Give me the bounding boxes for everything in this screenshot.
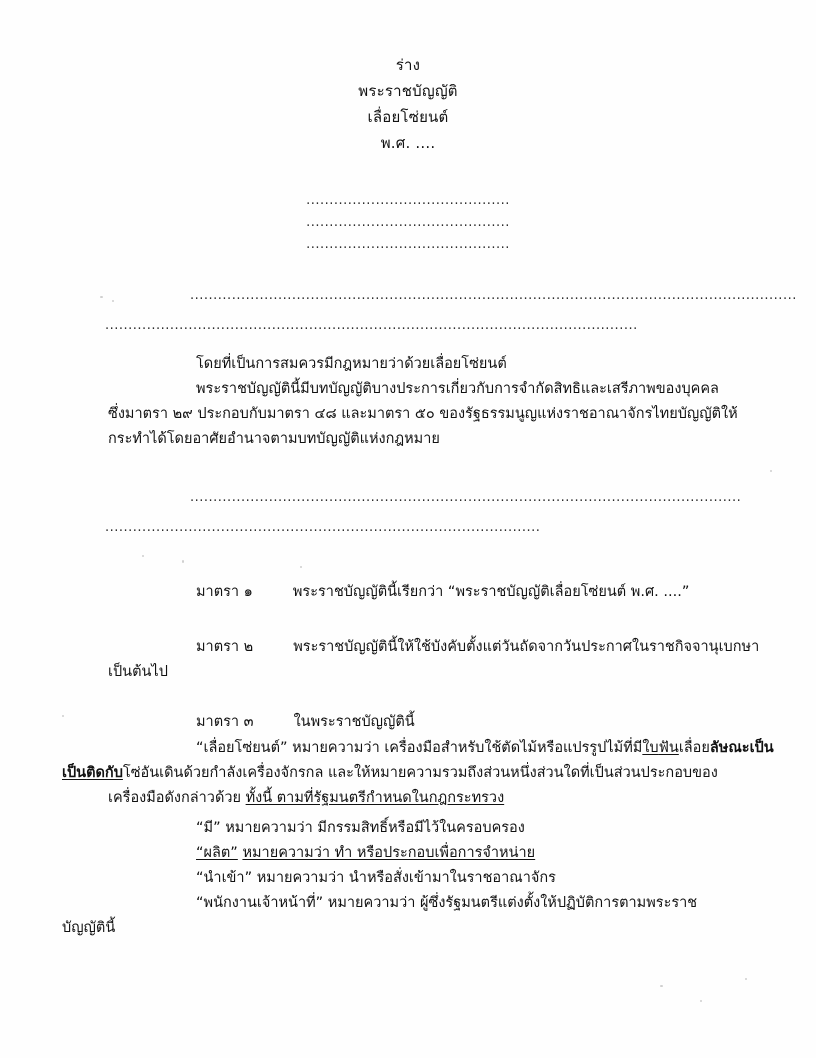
- edit-underline-fan: ฟัน: [658, 740, 679, 756]
- definition-chainsaw-verb: หมายความว่า: [292, 740, 380, 756]
- edit-bold-underline-pen: เป็น: [62, 765, 87, 781]
- section-2-label: มาตรา ๒: [196, 639, 254, 655]
- heading-line-draft: ร่าง: [395, 56, 421, 74]
- dotted-line-1: ............................................: [306, 193, 510, 208]
- preamble-line-1: โดยที่เป็นการสมควรมีกฎหมายว่าด้วยเลื่อยโซ่ยนต์: [196, 356, 507, 372]
- definition-officer-continued: บัญญัตินี้: [62, 920, 116, 936]
- preamble-line-4: กระทำได้โดยอาศัยอำนาจตามบทบัญญัติแห่งกฎหมาย: [108, 431, 440, 447]
- preamble-line-3: ซึ่งมาตรา ๒๙ ประกอบกับมาตรา ๔๘ และมาตรา ๕๐ ของรัฐธรรมนูญแห่งราชอาณาจักรไทยบัญญัติให้: [108, 406, 738, 422]
- edit-bold-underline-tidkap: ติดกับ: [86, 765, 123, 781]
- definition-chainsaw-term: “เลื่อยโซ่ยนต์”: [196, 740, 288, 756]
- definition-import: [108, 866, 808, 891]
- section-2-continued: เป็นต้นไป: [108, 664, 168, 680]
- dotted-line-3: ............................................: [306, 237, 510, 252]
- heading-line-year: พ.ศ. ....: [380, 134, 436, 152]
- definition-produce-text: หมายความว่า ทำ หรือประกอบเพื่อการจำหน่าย: [242, 845, 536, 861]
- section-1-label: มาตรา ๑: [196, 584, 253, 600]
- definition-officer-text: หมายความว่า ผู้ซึ่งรัฐมนตรีแต่งตั้งให้ปฏิบัติการตามพระราช: [327, 895, 698, 911]
- definition-produce: [108, 841, 808, 866]
- definition-possess-text: หมายความว่า มีกรรมสิทธิ์หรือมีไว้ในครอบครอง: [225, 820, 525, 836]
- dotted-signature-block: [0, 190, 816, 256]
- dotted-wide-line-1: ...................................................................................................................................: [190, 288, 797, 303]
- heading-line-subject: เลื่อยโซ่ยนต์: [367, 108, 449, 126]
- edit-bold-laksana: ลัษณะ: [709, 740, 750, 756]
- heading-line-act: พระราชบัญญัติ: [358, 82, 458, 100]
- dotted-wide-line-4: ..............................................................................................: [105, 520, 541, 535]
- document-heading: [0, 52, 816, 156]
- edit-underline-bai: ใบ: [642, 740, 659, 756]
- dotted-wide-line-3: .......................................................................................................................: [190, 490, 742, 505]
- definition-chainsaw-line-2: เป็นติดกับโซ่อันเดินด้วยกำลังเครื่องจักรกล และให้หมายความรวมถึงส่วนหนึ่งส่วนใดที่เป็นส่วนประกอบของ: [62, 765, 718, 781]
- dotted-wide-line-2: ...................................................................................................................: [105, 318, 638, 333]
- section-3-text: ในพระราชบัญญัตินี้: [293, 714, 415, 730]
- definition-import-term: “นำเข้า”: [196, 870, 253, 886]
- section-2: [108, 635, 768, 660]
- section-2-text: พระราชบัญญัตินี้ให้ใช้บังคับตั้งแต่วันถัดจากวันประกาศในราชกิจจานุเบกษา: [293, 639, 760, 655]
- dotted-line-2: ............................................: [306, 215, 510, 230]
- definition-officer: [108, 891, 808, 916]
- edit-underline-ministerial-rule: ทั้งนี้ ตามที่รัฐมนตรีกำหนดในกฎกระทรวง: [245, 790, 505, 806]
- definition-officer-term: “พนักงานเจ้าหน้าที่”: [196, 895, 324, 911]
- definition-possess-term: “มี”: [196, 820, 221, 836]
- definition-import-text: หมายความว่า นำหรือสั่งเข้ามาในราชอาณาจักร: [256, 870, 556, 886]
- definition-possess: [108, 816, 808, 841]
- section-1: [108, 580, 768, 605]
- section-3-label: มาตรา ๓: [196, 714, 254, 730]
- edit-bold-pen: เป็น: [749, 740, 774, 756]
- section-3: [108, 710, 768, 735]
- definition-chainsaw-line-3: เครื่องมือดังกล่าวด้วย ทั้งนี้ ตามที่รัฐมนตรีกำหนดในกฎกระทรวง: [108, 790, 505, 806]
- definition-chainsaw-line-1: “เลื่อยโซ่ยนต์” หมายความว่า เครื่องมือสำหรับใช้ตัดไม้หรือแปรรูปไม้ที่มีใบฟันเลื่อยลัษณะเป็น: [196, 740, 774, 756]
- section-1-text: พระราชบัญญัตินี้เรียกว่า “พระราชบัญญัติเลื่อยโซ่ยนต์ พ.ศ. ....”: [292, 584, 690, 600]
- definition-produce-term: “ผลิต”: [196, 845, 238, 861]
- preamble-line-2: พระราชบัญญัตินี้มีบทบัญญัติบางประการเกี่ยวกับการจำกัดสิทธิและเสรีภาพของบุคคล: [196, 381, 719, 397]
